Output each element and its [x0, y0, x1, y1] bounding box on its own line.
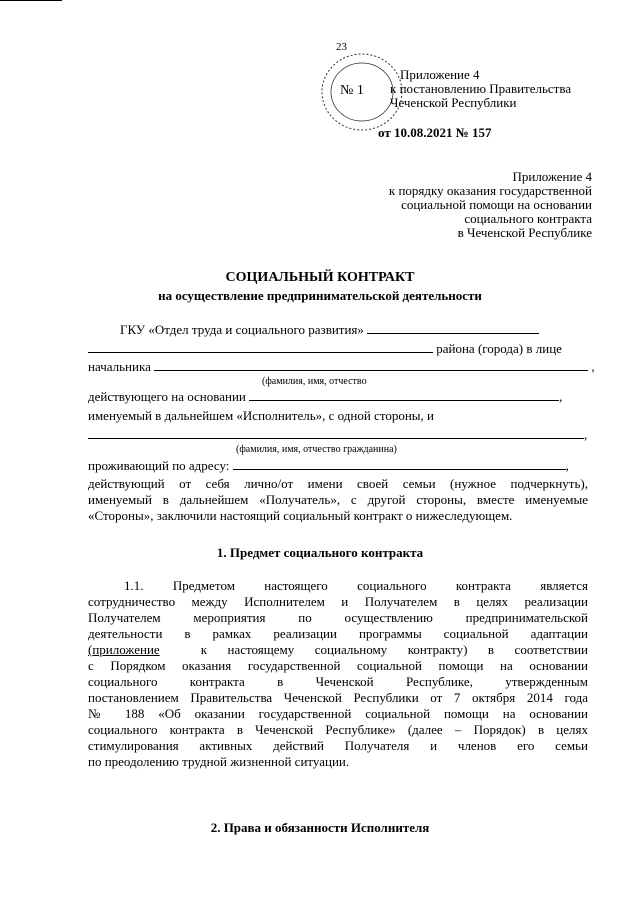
intro-org-line — [120, 322, 539, 338]
top-appendix-line3: Чеченской Республики — [390, 95, 517, 110]
second-appendix-line5: в Чеченской Республике — [457, 225, 592, 240]
s1-line-1: сотрудничество между Исполнителем и Получателем в целях реализации — [88, 594, 588, 609]
acting-label: действующего на основании — [88, 389, 246, 404]
s1-line-4-text: к настоящему социальному контракту) в соответствии — [200, 642, 589, 657]
s1-line-6: социального контракта в Чеченской Республике, утвержденным — [88, 674, 588, 689]
intro-p1: действующий от себя лично/от имени своей семьи (нужное подчеркнуть), — [88, 476, 588, 491]
s1-line-2: Получателем мероприятия по осуществлению предпринимательской — [88, 610, 588, 625]
s1-line-11: по преодолению трудной жизненной ситуации. — [88, 754, 350, 769]
top-appendix-date: от 10.08.2021 № 157 — [378, 125, 492, 140]
acting-fill-line — [249, 389, 559, 401]
intro-district-line — [88, 341, 562, 357]
s1-line-0: 1.1. Предметом настоящего социального контракта является — [124, 578, 588, 593]
second-appendix-line4: социального контракта — [464, 211, 592, 226]
top-appendix-line2: к постановлению Правительства — [390, 81, 572, 96]
s1-line-10: стимулирования активных действий Получателя и членов его семьи — [88, 738, 588, 753]
s1-line-7: постановлением Правительства Чеченской Республики от 7 октября 2014 года — [88, 690, 588, 705]
section2-heading: 2. Права и обязанности Исполнителя — [210, 820, 430, 835]
address-label: проживающий по адресу: — [88, 458, 230, 473]
intro-p2: именуемый в дальнейшем «Получатель», с другой стороны, вместе именуемые — [88, 492, 588, 507]
s1-line-9: социального контракта в Чеченской Республике» (далее – Порядок) в целях — [88, 722, 588, 737]
second-appendix-line3: социальной помощи на основании — [401, 197, 592, 212]
chief-label: начальника — [88, 359, 151, 374]
chief-fill-line — [154, 359, 588, 371]
s1-line-4 — [88, 642, 588, 658]
second-appendix — [330, 170, 592, 240]
address-fill-line — [233, 458, 566, 470]
district-fill-line — [88, 341, 433, 353]
appendix-link[interactable]: (приложение — [88, 642, 160, 657]
section1-heading: 1. Предмет социального контракта — [216, 545, 424, 560]
caption-name: (фамилия, имя, отчество — [262, 376, 367, 387]
contract-title: СОЦИАЛЬНЫЙ КОНТРАКТ — [225, 270, 415, 285]
intro-acting-line: действующего на основании , — [88, 389, 563, 404]
citizen-fill-line — [88, 427, 584, 439]
top-appendix — [378, 67, 590, 140]
contract-subtitle: на осуществление предпринимательской деятельности — [158, 288, 482, 303]
district-label: района (города) в лице — [436, 341, 562, 356]
seal-page-number: 23 — [336, 41, 347, 53]
s1-line-5: с Порядком оказания государственной социальной помощи на основании — [88, 658, 588, 673]
top-appendix-title: Приложение 4 — [400, 67, 480, 82]
s1-line-8: № 188 «Об оказании государственной социальной помощи на основании — [88, 706, 588, 721]
intro-paragraph — [88, 476, 588, 524]
second-appendix-line2: к порядку оказания государственной — [388, 183, 592, 198]
org-fill-line — [367, 322, 539, 334]
intro-chief-line: начальника , — [88, 359, 595, 374]
seal-reg-mark: № 1 — [340, 83, 364, 98]
s1-line-3: деятельности в рамках реализации программы социальной адаптации — [88, 626, 588, 641]
org-name: ГКУ «Отдел труда и социального развития» — [120, 322, 364, 337]
intro-executor-line: именуемый в дальнейшем «Исполнитель», с одной стороны, и — [88, 408, 434, 423]
intro-citizen-line: , — [88, 427, 587, 443]
section1-body — [88, 578, 588, 770]
second-appendix-title: Приложение 4 — [512, 169, 592, 184]
top-rule — [0, 0, 62, 1]
caption-citizen: (фамилия, имя, отчество гражданина) — [236, 444, 397, 455]
intro-address-line: проживающий по адресу: , — [88, 458, 569, 473]
intro-p3: «Стороны», заключили настоящий социальный контракт о нижеследующем. — [88, 508, 513, 523]
